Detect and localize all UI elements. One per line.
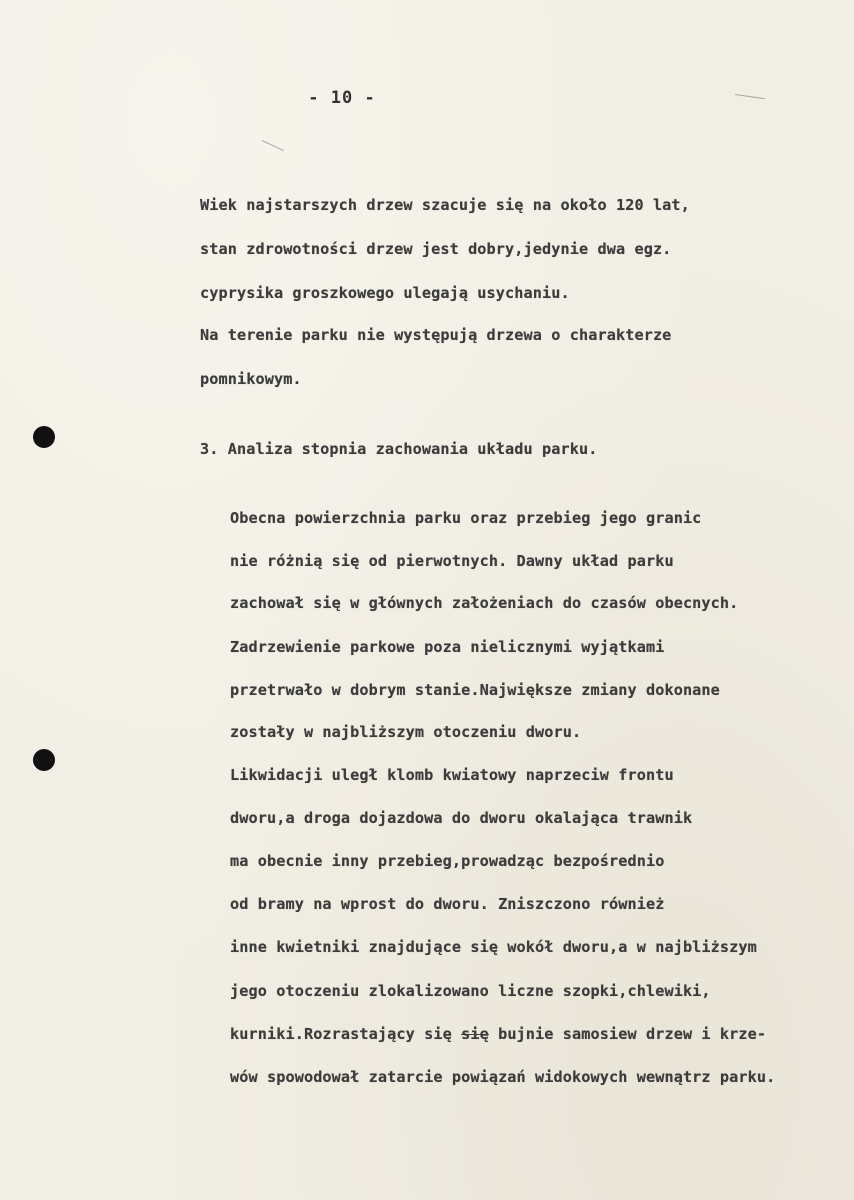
text-line: wów spowodował zatarcie powiązań widokowych wewnątrz parku. — [230, 1068, 776, 1086]
text-line: przetrwało w dobrym stanie.Największe zmiany dokonane — [230, 681, 720, 699]
punch-hole-top — [33, 426, 55, 448]
text-line: nie różnią się od pierwotnych. Dawny układ parku — [230, 552, 674, 570]
paper-mark — [735, 94, 765, 99]
text-line: Na terenie parku nie występują drzewa o charakterze — [200, 326, 672, 344]
text-line-with-strikeout — [230, 1025, 766, 1043]
text-line: dworu,a droga dojazdowa do dworu okalająca trawnik — [230, 809, 693, 827]
text-line: pomnikowym. — [200, 370, 302, 388]
text-segment: bujnie samosiew drzew i krze- — [488, 1025, 767, 1043]
text-line: Wiek najstarszych drzew szacuje się na około 120 lat, — [200, 196, 690, 214]
page-number: - 10 - — [308, 88, 376, 108]
paper-mark — [262, 140, 284, 151]
punch-hole-bottom — [33, 749, 55, 771]
section-heading: 3. Analiza stopnia zachowania układu parku. — [200, 440, 598, 458]
text-line: jego otoczeniu zlokalizowano liczne szopki,chlewiki, — [230, 982, 711, 1000]
struck-word: się — [461, 1025, 489, 1043]
text-line: ma obecnie inny przebieg,prowadząc bezpośrednio — [230, 852, 665, 870]
text-line: od bramy na wprost do dworu. Zniszczono również — [230, 895, 665, 913]
text-line: Zadrzewienie parkowe poza nielicznymi wyjątkami — [230, 638, 665, 656]
text-line: inne kwietniki znajdujące się wokół dworu,a w najbliższym — [230, 938, 757, 956]
text-line: Obecna powierzchnia parku oraz przebieg jego granic — [230, 509, 702, 527]
text-line: stan zdrowotności drzew jest dobry,jedynie dwa egz. — [200, 240, 672, 258]
text-line: zachował się w głównych założeniach do czasów obecnych. — [230, 594, 739, 612]
text-line: Likwidacji uległ klomb kwiatowy naprzeciw frontu — [230, 766, 674, 784]
text-line: cyprysika groszkowego ulegają usychaniu. — [200, 284, 570, 302]
text-segment: kurniki.Rozrastający się — [230, 1025, 462, 1043]
text-line: zostały w najbliższym otoczeniu dworu. — [230, 723, 582, 741]
